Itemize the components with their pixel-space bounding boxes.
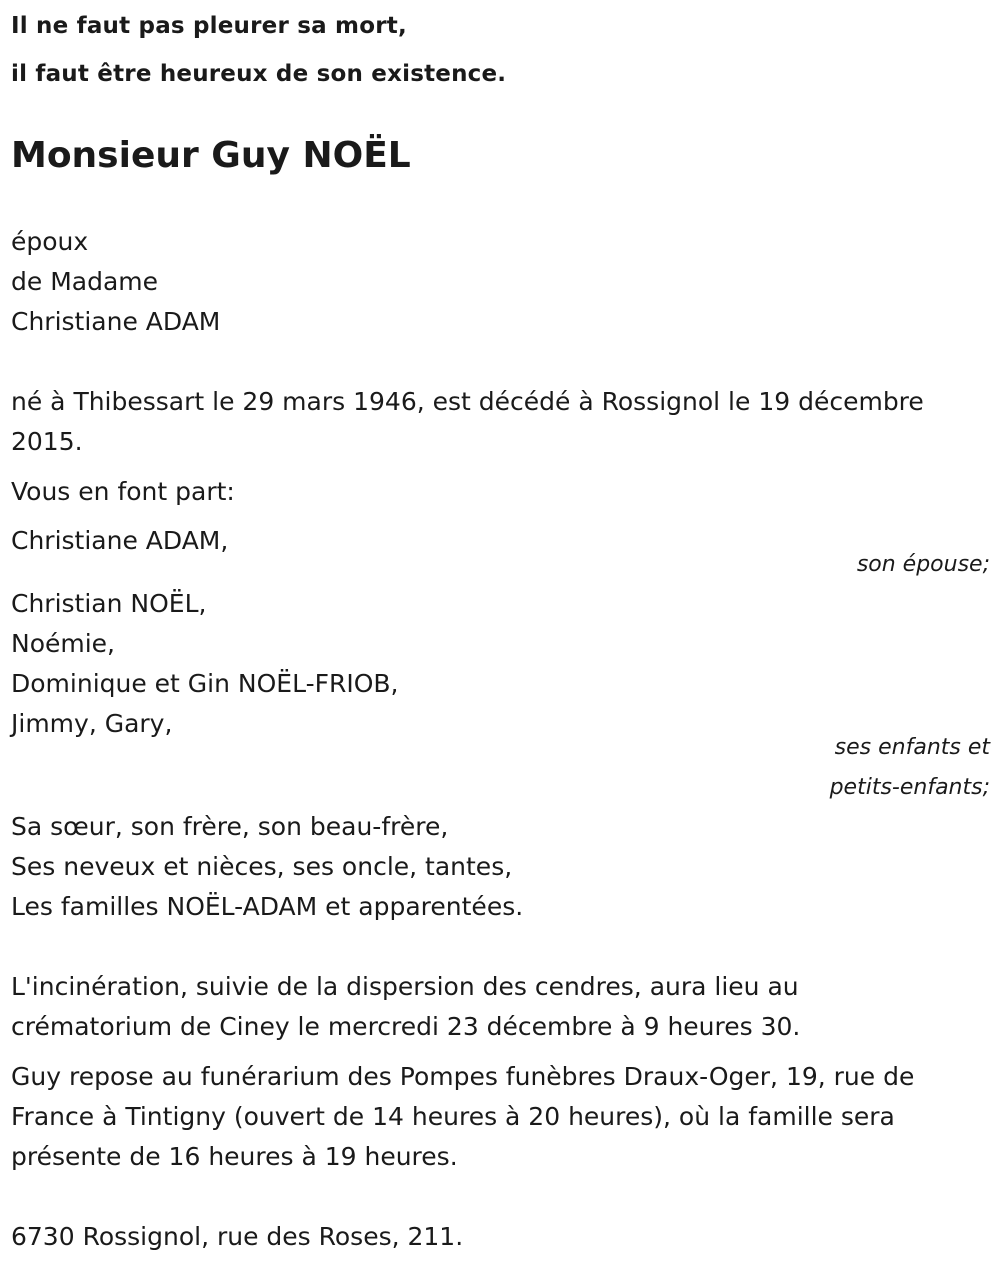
ceremony-line-2: crématorium de Ciney le mercredi 23 décembre à 9 heures 30.: [11, 1012, 801, 1041]
children-relation-line-1: ses enfants et: [834, 735, 990, 760]
child-name-3: Dominique et Gin NOËL-FRIOB,: [11, 669, 399, 698]
child-name-1: Christian NOËL,: [11, 589, 207, 618]
visitation-line-2: France à Tintigny (ouvert de 14 heures à 20 heures), où la famille sera: [11, 1102, 895, 1131]
family-line-2: Ses neveux et nièces, ses oncle, tantes,: [11, 852, 513, 881]
spouse-line-1: époux: [11, 227, 89, 256]
child-name-4: Jimmy, Gary,: [11, 709, 173, 738]
quote-line-1: Il ne faut pas pleurer sa mort,: [11, 13, 407, 39]
family-line-1: Sa sœur, son frère, son beau-frère,: [11, 812, 449, 841]
birth-death-line-2: 2015.: [11, 427, 83, 456]
visitation-line-3: présente de 16 heures à 19 heures.: [11, 1142, 458, 1171]
children-relation-line-2: petits-enfants;: [829, 775, 990, 800]
spouse-line-2: de Madame: [11, 267, 159, 296]
deceased-name: Monsieur Guy NOËL: [11, 135, 411, 176]
spouse-relation: son épouse;: [856, 552, 990, 577]
visitation-line-1: Guy repose au funérarium des Pompes funèbres Draux-Oger, 19, rue de: [11, 1062, 915, 1091]
ceremony-line-1: L'incinération, suivie de la dispersion des cendres, aura lieu au: [11, 972, 799, 1001]
announce-intro: Vous en font part:: [11, 477, 235, 506]
quote-line-2: il faut être heureux de son existence.: [11, 61, 507, 87]
spouse-name: Christiane ADAM,: [11, 526, 229, 555]
address: 6730 Rossignol, rue des Roses, 211.: [11, 1222, 464, 1251]
birth-death-line-1: né à Thibessart le 29 mars 1946, est décédé à Rossignol le 19 décembre: [11, 387, 924, 416]
spouse-line-3: Christiane ADAM: [11, 307, 221, 336]
family-line-3: Les familles NOËL-ADAM et apparentées.: [11, 892, 524, 921]
child-name-2: Noémie,: [11, 629, 116, 658]
